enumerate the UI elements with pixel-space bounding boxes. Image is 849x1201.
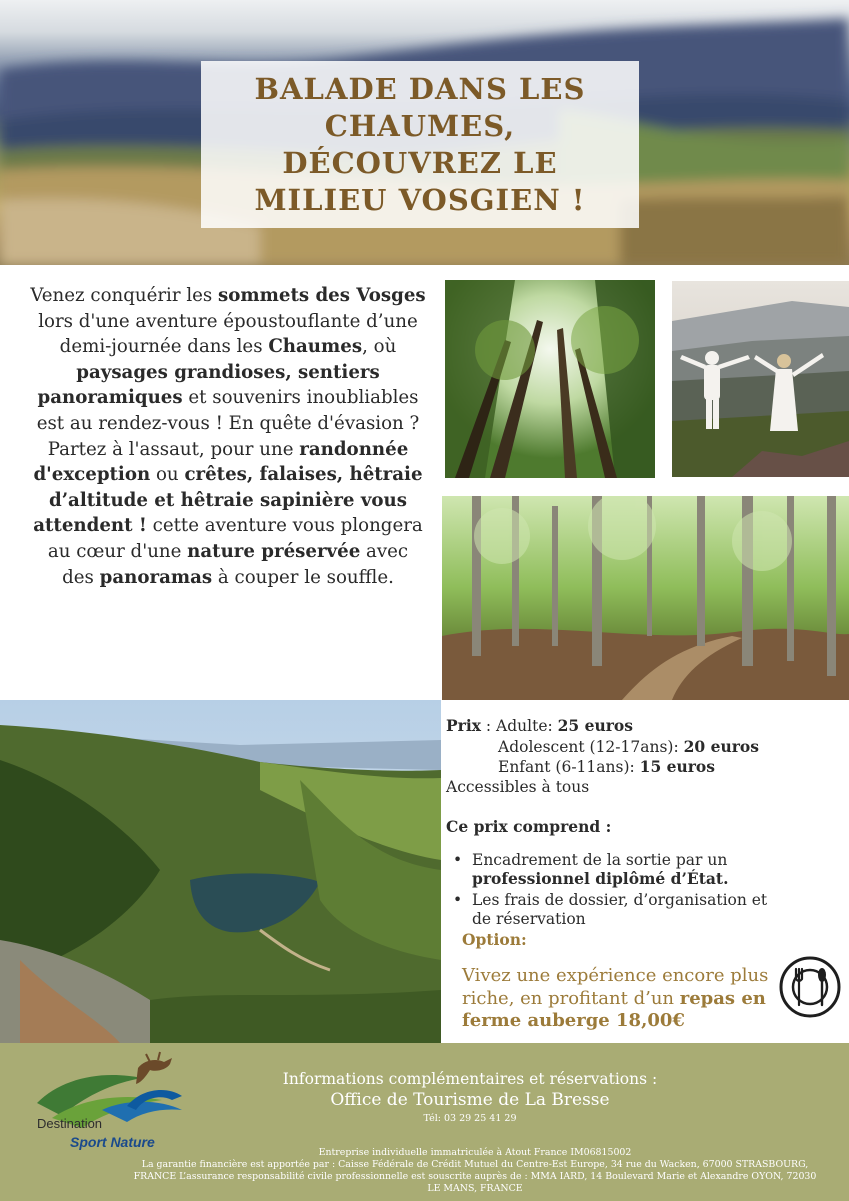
intro-text: avec des xyxy=(62,540,409,588)
pricing-block xyxy=(446,716,846,797)
option-highlight: repas en ferme auberge 18,00€ xyxy=(462,987,766,1031)
includes-title: Ce prix comprend : xyxy=(446,817,612,836)
intro-text: et souvenirs inoubliables est au rendez-vous ! En quête d'évasion ? Partez à l'assaut, pour une xyxy=(36,387,420,460)
intro-highlight: crêtes, falaises, hêtraie d’altitude et hêtraie sapinière vous attendent ! xyxy=(33,464,423,537)
couple-on-ridge-photo xyxy=(672,281,849,477)
teen-label: Adolescent (12-17ans): xyxy=(498,737,684,756)
footer-telephone: Tél: 03 29 25 41 29 xyxy=(423,1113,517,1124)
teen-price: 20 euros xyxy=(683,736,759,756)
option-text-part: Vivez une expérience encore plus riche, en profitant d’un xyxy=(462,965,769,1009)
legal-line-1: Entreprise individuelle immatriculée à Atout France IM06815002 xyxy=(318,1147,632,1158)
intro-highlight: randonnée d'exception xyxy=(33,438,409,486)
intro-highlight: Chaumes xyxy=(268,336,363,358)
lake-valley-photo xyxy=(0,700,441,1043)
list-item-text: Les frais de dossier, d’organisation et de réservation xyxy=(472,891,768,928)
list-item xyxy=(446,891,786,928)
page-title: BALADE DANS LES CHAUMES, DÉCOUVREZ LE MILIEU VOSGIEN ! xyxy=(254,71,586,217)
option-text xyxy=(462,965,782,1033)
child-label: Enfant (6-11ans): xyxy=(498,758,640,776)
adult-price: 25 euros xyxy=(557,716,633,735)
list-item-text: Encadrement de la sortie par un xyxy=(472,851,728,869)
logo-text-destination: Destination xyxy=(37,1116,103,1131)
legal-line-2: La garantie financière est apportée par : Caisse Fédérale de Crédit Mutuel du Centre-Est Europe, 34 rue du Wacken, 67000 STRASBOURG, FRANCE L’assurance responsabilité civile professionnelle est souscrite auprès de : MMA IARD, 14 Boulevard Marie et Alexandre OYON, 72030 LE MANS, FRANCE xyxy=(133,1159,817,1194)
intro-paragraph xyxy=(30,283,426,590)
intro-highlight: panoramas xyxy=(99,566,213,588)
intro-highlight: , xyxy=(285,361,298,383)
beech-forest-path-photo xyxy=(442,496,849,700)
list-item-highlight: professionnel diplômé d’État. xyxy=(472,868,729,888)
accessibility-note: Accessibles à tous xyxy=(446,777,590,796)
price-separator: : xyxy=(480,717,497,735)
option-label: Option: xyxy=(462,930,527,949)
intro-text: , où xyxy=(362,336,397,358)
cutlery-plate-icon xyxy=(778,955,842,1019)
intro-text: ou xyxy=(150,464,185,486)
adult-label: Adulte: xyxy=(496,717,558,735)
forest-canopy-photo xyxy=(445,280,655,478)
footer-info-line: Informations complémentaires et réservations : xyxy=(282,1070,658,1088)
intro-highlight: paysages grandioses xyxy=(76,361,286,383)
price-label: Prix xyxy=(446,716,481,735)
list-item xyxy=(446,851,786,888)
intro-text: lors d'une aventure époustouflante d’une demi-journée dans les xyxy=(38,310,418,358)
intro-text: cette aventure vous plongera au cœur d'une xyxy=(47,515,423,562)
child-price: 15 euros xyxy=(639,757,715,776)
footer-legal-notice xyxy=(130,1147,820,1195)
footer-office-name: Office de Tourisme de La Bresse xyxy=(330,1090,610,1110)
intro-text: Venez conquérir les xyxy=(30,285,219,306)
title-box xyxy=(201,61,639,228)
intro-highlight: sentiers panoramiques xyxy=(37,361,380,409)
logo-text-sport-nature: Sport Nature xyxy=(70,1134,155,1150)
includes-list xyxy=(446,851,786,931)
intro-highlight: sommets des Vosges xyxy=(218,285,426,306)
intro-text: à couper le souffle. xyxy=(212,566,394,588)
intro-highlight: nature préservée xyxy=(187,540,361,562)
